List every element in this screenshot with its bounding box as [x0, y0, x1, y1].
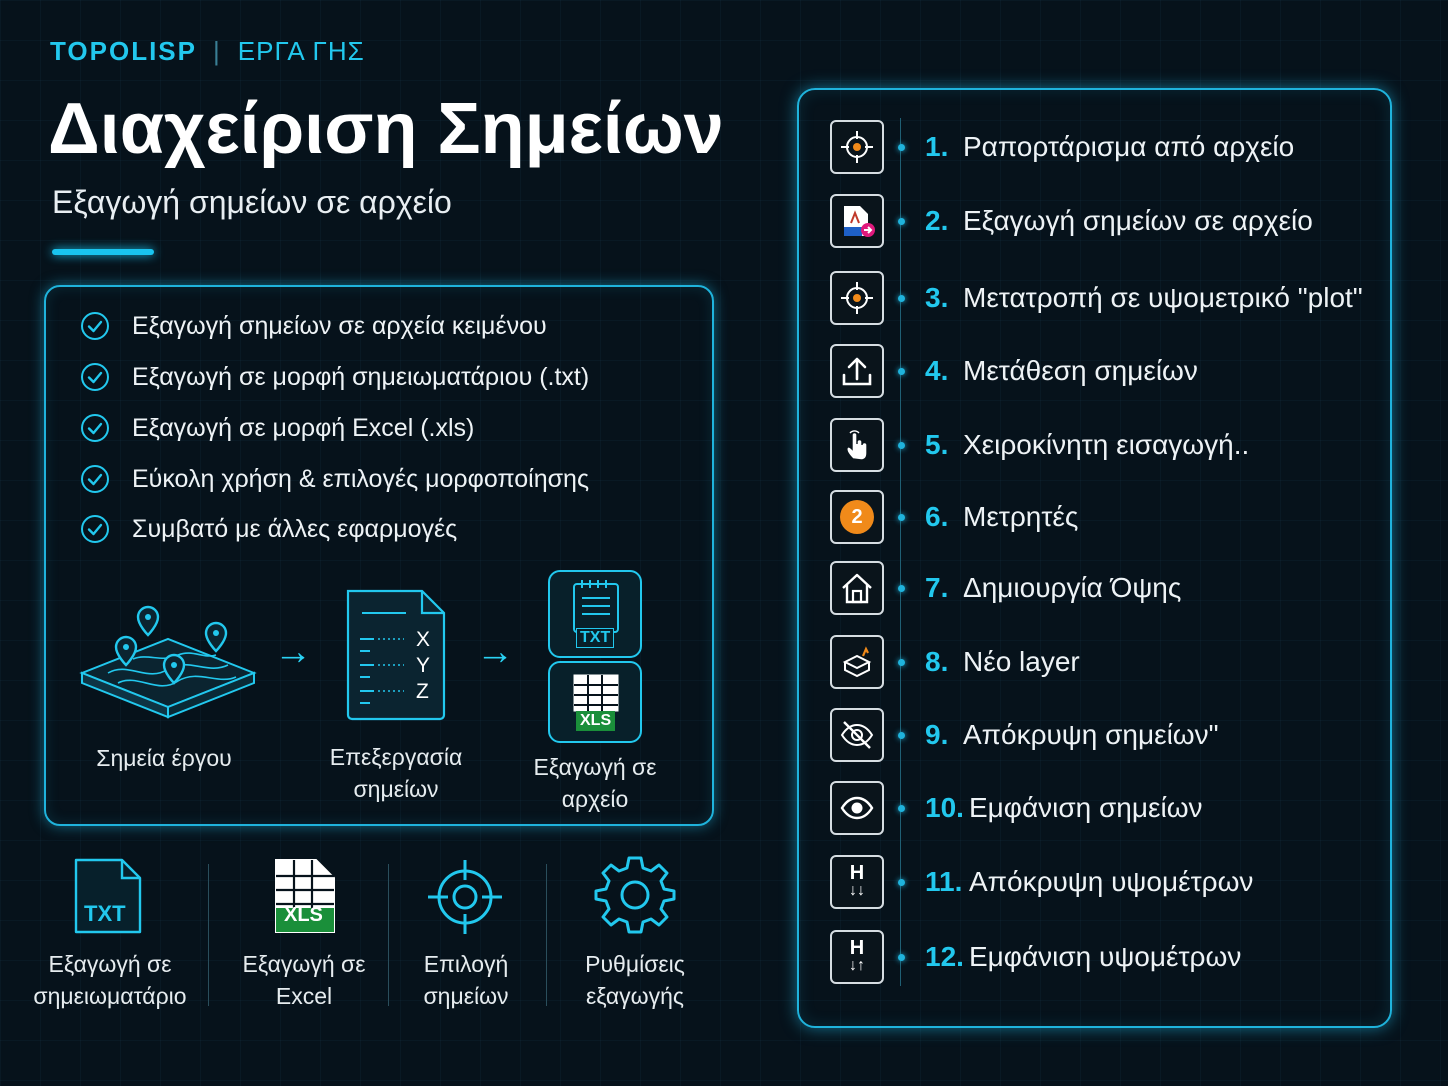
check-circle-icon: [80, 311, 110, 341]
arrow-right-icon: →: [274, 631, 312, 673]
bottom-label-select: Επιλογή σημείων: [423, 951, 509, 1009]
check-circle-icon: [80, 362, 110, 392]
xls-tile: [548, 661, 642, 743]
spreadsheet-icon: [572, 673, 620, 713]
export-file-icon: [830, 194, 884, 248]
counter-badge: 2: [840, 500, 874, 534]
feature-label: Συμβατό με άλλες εφαρμογές: [132, 514, 458, 543]
menu-label: Δημιουργία Όψης: [963, 572, 1182, 603]
hand-pointer-icon: [830, 418, 884, 472]
h-up-icon: H ↓↑: [830, 930, 884, 984]
menu-label: Μετάθεση σημείων: [963, 355, 1198, 386]
page-subtitle: Εξαγωγή σημείων σε αρχείο: [52, 184, 452, 220]
menu-item-10[interactable]: 10. Εμφάνιση σημείων: [830, 780, 1203, 836]
gear-icon: [594, 854, 676, 936]
document-xyz-icon: [344, 587, 448, 721]
menu-label: Απόκρυψη υψομέτρων: [969, 866, 1254, 897]
divider: [208, 864, 209, 1006]
axis-y-label: Y: [416, 654, 431, 677]
features-panel: [44, 285, 714, 826]
axis-x-label: X: [416, 628, 431, 651]
check-circle-icon: [80, 464, 110, 494]
flow-step3-label: Εξαγωγή σε αρχείο: [533, 754, 657, 812]
brand-section: ΕΡΓΑ ΓΗΣ: [237, 36, 365, 66]
axis-z-label: Z: [416, 680, 429, 703]
crosshair-icon: [426, 858, 504, 936]
check-circle-icon: [80, 413, 110, 443]
menu-label: Νέο layer: [963, 646, 1080, 677]
menu-item-3[interactable]: 3. Μετατροπή σε υψομετρικό "plot": [830, 270, 1363, 326]
xls-file-tag: XLS: [284, 904, 323, 926]
map-points-icon: [78, 603, 258, 727]
counter-icon: [830, 490, 884, 544]
feature-item: [80, 464, 589, 494]
target-plot-icon: [830, 271, 884, 325]
menu-item-11[interactable]: H ↓↓ 11. Απόκρυψη υψομέτρων: [830, 854, 1253, 910]
menu-label: Εμφάνιση σημείων: [969, 792, 1203, 823]
eye-icon: [830, 781, 884, 835]
menu-label: Ραπορτάρισμα από αρχείο: [963, 131, 1295, 162]
notepad-icon: [570, 578, 622, 634]
menu-label: Απόκρυψη σημείων": [963, 719, 1219, 750]
menu-label: Μετατροπή σε υψομετρικό "plot": [963, 282, 1363, 313]
feature-item: [80, 514, 457, 544]
bottom-label-xls: Εξαγωγή σε Excel: [242, 951, 366, 1009]
target-icon: [830, 120, 884, 174]
feature-label: Εξαγωγή σε μορφή Excel (.xls): [132, 413, 475, 442]
menu-label: Εξαγωγή σημείων σε αρχείο: [963, 205, 1313, 236]
menu-item-5[interactable]: 5. Χειροκίνητη εισαγωγή..: [830, 417, 1249, 473]
flow-step2-label: Επεξεργασία σημείων: [329, 744, 463, 802]
flow-step1-label: Σημεία έργου: [96, 745, 232, 771]
menu-item-8[interactable]: 8. Νέο layer: [830, 634, 1080, 690]
upload-icon: [830, 344, 884, 398]
brand-name: TOPOLISP: [50, 36, 197, 66]
menu-item-12[interactable]: H ↓↑ 12. Εμφάνιση υψομέτρων: [830, 929, 1241, 985]
feature-item: [80, 311, 547, 341]
menu-item-2[interactable]: 2. Εξαγωγή σημείων σε αρχείο: [830, 193, 1313, 249]
menu-item-7[interactable]: 7. Δημιουργία Όψης: [830, 560, 1181, 616]
txt-tile: [548, 570, 642, 658]
menu-item-9[interactable]: 9. Απόκρυψη σημείων": [830, 707, 1219, 763]
menu-item-6[interactable]: 2 6. Μετρητές: [830, 489, 1078, 545]
menu-item-4[interactable]: 4. Μετάθεση σημείων: [830, 343, 1198, 399]
xls-tag: XLS: [576, 711, 615, 731]
check-circle-icon: [80, 514, 110, 544]
eye-off-icon: [830, 708, 884, 762]
bottom-label-txt: Εξαγωγή σε σημειωματάριο: [33, 951, 187, 1009]
feature-item: [80, 362, 589, 392]
h-down-icon: H ↓↓: [830, 855, 884, 909]
feature-label: Εύκολη χρήση & επιλογές μορφοποίησης: [132, 464, 590, 493]
menu-label: Εμφάνιση υψομέτρων: [969, 941, 1242, 972]
txt-tag: TXT: [576, 628, 614, 648]
menu-item-1[interactable]: 1. Ραπορτάρισμα από αρχείο: [830, 119, 1294, 175]
house-icon: [830, 561, 884, 615]
bottom-label-settings: Ρυθμίσεις εξαγωγής: [585, 951, 685, 1009]
arrow-right-icon: →: [476, 631, 514, 673]
accent-bar: [52, 249, 154, 255]
brand-header: [50, 36, 365, 67]
page-title: Διαχείριση Σημείων: [48, 89, 724, 169]
feature-label: Εξαγωγή σημείων σε αρχεία κειμένου: [132, 311, 547, 340]
menu-label: Χειροκίνητη εισαγωγή..: [963, 429, 1250, 460]
feature-label: Εξαγωγή σε μορφή σημειωματάριου (.txt): [132, 362, 590, 391]
txt-file-tag: TXT: [84, 901, 126, 926]
brand-separator: |: [213, 36, 222, 66]
menu-label: Μετρητές: [963, 501, 1079, 532]
feature-item: [80, 413, 474, 443]
new-layer-icon: [830, 635, 884, 689]
